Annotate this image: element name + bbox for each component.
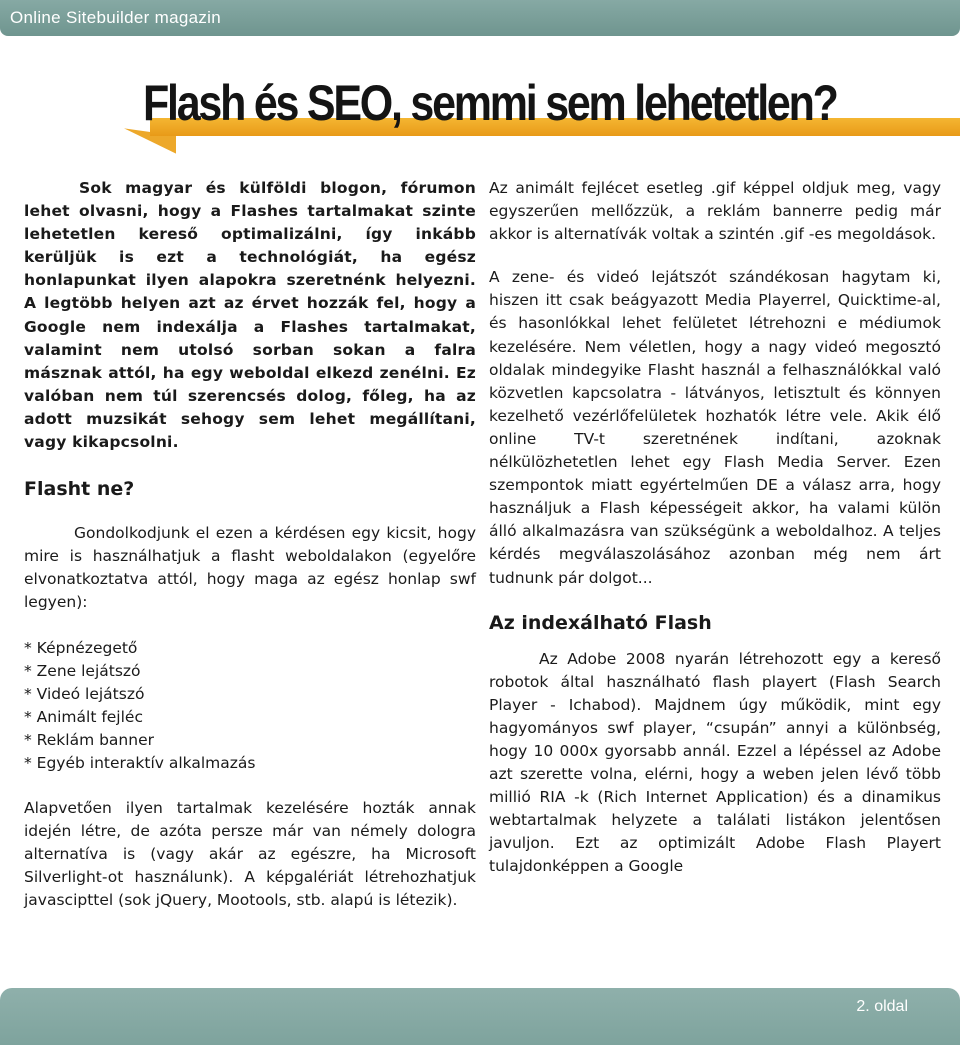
usage-list [24, 637, 476, 776]
paragraph-alternatives: Alapvetően ilyen tartalmak kezelésére hozták annak idején létre, de azóta persze már van némely dologra alternatíva is (vagy akár az egészre, ha Microsoft Silverlight-ot használunk). A képgalériát létrehozhatjuk javascipttel (sok jQuery, Mootools, stb. alapú is létezik). [24, 799, 476, 910]
page-footer-bar [0, 988, 960, 1045]
paragraph-animated-header: Az animált fejlécet esetleg .gif képpel oldjuk meg, vagy egyszerűen mellőzzük, a reklám bannerre pedig már akkor is alternatívák voltak a szintén .gif -es megoldások. [489, 179, 941, 244]
list-item: * Képnézegető [24, 638, 138, 657]
section-heading-flasht-ne: Flasht ne? [24, 478, 135, 501]
title-block [0, 70, 960, 160]
left-column [24, 177, 476, 913]
article-title: Flash és SEO, semmi sem lehetetlen? [143, 75, 837, 131]
list-item: * Zene lejátszó [24, 661, 141, 680]
lead-paragraph: Sok magyar és külföldi blogon, fórumon lehet olvasni, hogy a Flashes tartalmakat szinte lehetetlen kereső optimalizálni, így inkább kerüljük is ezt a technológiát, ha egész honlapunkat ilyen alapokra szeretnénk helyezni. A legtöbb helyen azt az érvet hozzák fel, hogy a Google nem indexálja a Flashes tartalmakat, valamint nem utolsó sorban sokan a falra másznak attól, ha egy weboldal elkezd zenélni. Ez valóban nem túl szerencsés dolog, főleg, ha az adott muzsikát sehogy sem lehet megállítani, vagy kikapcsolni. [24, 179, 476, 452]
list-item: * Reklám banner [24, 730, 154, 749]
magazine-name: Online Sitebuilder magazin [10, 8, 221, 27]
magazine-header-bar [0, 0, 960, 36]
paragraph-intro: Gondolkodjunk el ezen a kérdésen egy kicsit, hogy mire is használhatjuk a flasht weboldalakon (egyelőre elvonatkoztatva attól, hogy maga az egész honlap swf legyen): [24, 524, 476, 612]
list-item: * Videó lejátszó [24, 684, 145, 703]
page-number: 2. oldal [856, 998, 908, 1015]
paragraph-adobe: Az Adobe 2008 nyarán létrehozott egy a kereső robotok által használható flash playert (Flash Search Player - Ichabod). Majdnem úgy működik, mint egy hagyományos swf player, “csupán” annyi a különbség, hogy 10 000x gyorsabb annál. Ezzel a lépéssel az Adobe azt szerette volna, elérni, hogy a weben jelen lévő több millió RIA -k (Rich Internet Application) és a dinamikus webtartalmak helyzete a találati listákon jelentősen javuljon. Ezt az optimizált Adobe Flash Playert tulajdonképpen a Google [489, 649, 941, 876]
list-item: * Animált fejléc [24, 707, 143, 726]
right-column [489, 177, 941, 879]
section-heading-indexable-flash: Az indexálható Flash [489, 611, 712, 634]
paragraph-players: A zene- és videó lejátszót szándékosan hagytam ki, hiszen itt csak beágyazott Media Playerrel, Quicktime-al, és hasonlókkal lehet felületet létrehozni e médiumok kezelésére. Nem véletlen, hogy a nagy videó megosztó oldalak mindegyike Flasht használ a felhasználókkal való közvetlen kapcsolatra - látványos, letisztult és könnyen kezelhető vezérlőfelületek hozhatók létre vele. Akik élő online TV-t szeretnének indítani, azoknak nélkülözhetetlen lehet egy Flash Media Server. Ezen szempontok miatt egyértelműen DE a válasz arra, hogy használjuk a Flash képességeit akkor, ha valami külön álló alkalmazásra van szükségünk a weboldalhoz. A teljes kérdés megválaszolásához azonban még nem árt tudnunk pár dolgot... [489, 268, 941, 587]
list-item: * Egyéb interaktív alkalmazás [24, 753, 256, 772]
